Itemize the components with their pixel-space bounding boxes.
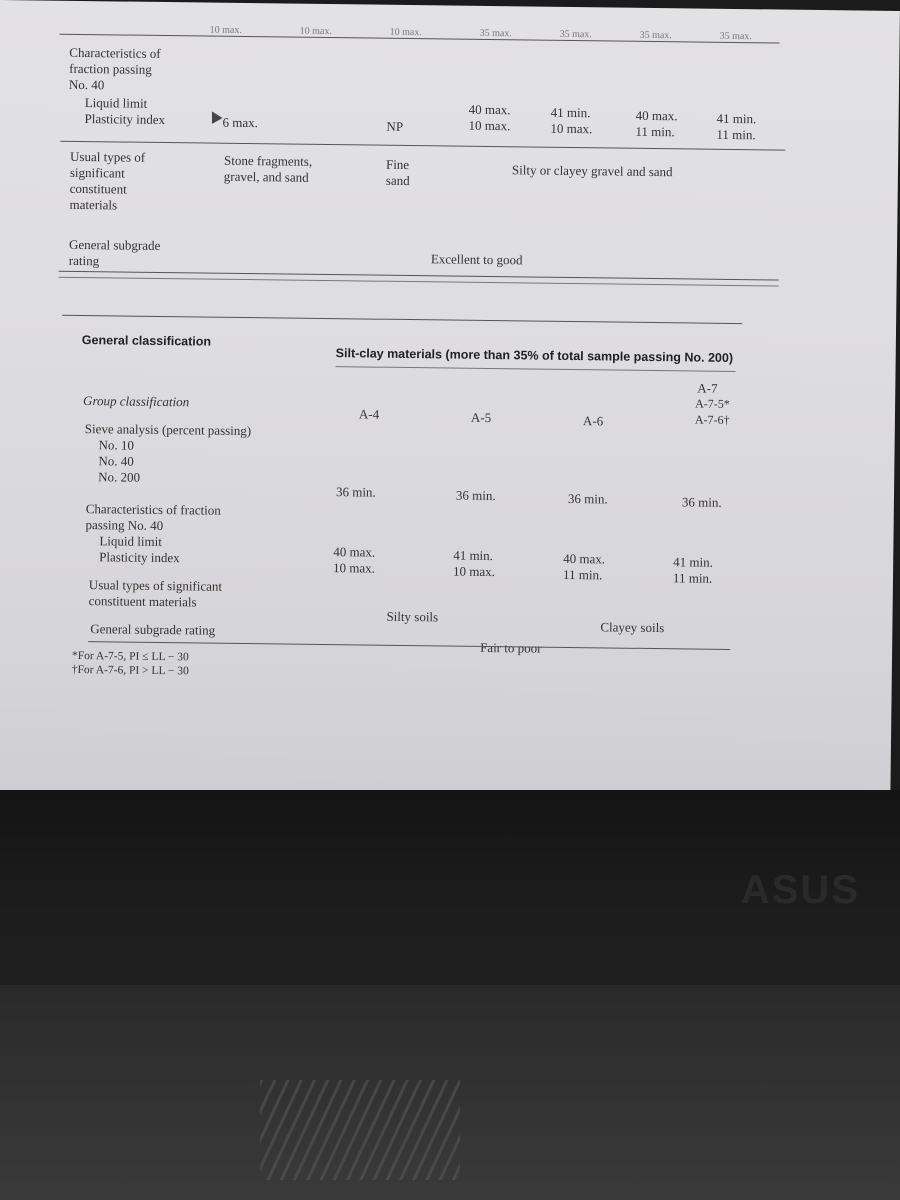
group-a7: A-7 xyxy=(697,380,718,396)
usual-types-label: Usual types of significant xyxy=(88,577,223,594)
header-cut-cell: 10 max. xyxy=(209,24,242,36)
footnote: †For A-7-6, PI > LL − 30 xyxy=(71,663,189,678)
pi-value: 11 min. xyxy=(672,570,713,586)
table-rule xyxy=(62,315,742,324)
group-a6: A-6 xyxy=(582,413,604,429)
pi-value: NP xyxy=(386,118,404,134)
rating-label: rating xyxy=(68,252,100,269)
ll-value: 40 max. xyxy=(563,550,606,567)
header-cut-cell: 10 max. xyxy=(299,25,332,38)
rating-label: General subgrade rating xyxy=(90,621,216,638)
ll-value: 40 max. xyxy=(635,107,678,124)
plasticity-index-label: Plasticity index xyxy=(84,111,166,128)
char-label: passing No. 40 xyxy=(85,517,164,534)
table-rule xyxy=(336,366,736,372)
footnote: *For A-7-5, PI ≤ LL − 30 xyxy=(71,649,189,664)
pi-value: 11 min. xyxy=(716,126,756,143)
pi-value: 11 min. xyxy=(562,566,603,583)
reflection-stripes xyxy=(260,1080,460,1180)
group-a5: A-5 xyxy=(470,409,492,426)
usual-types-label: constituent materials xyxy=(88,593,197,610)
header-cut-cell: 35 max. xyxy=(559,28,592,41)
char-label: Characteristics of xyxy=(69,44,161,61)
ll-value: 41 min. xyxy=(453,547,494,564)
pi-value: 10 max. xyxy=(332,560,376,576)
no200-value: 36 min. xyxy=(455,487,496,504)
table-rule xyxy=(60,141,785,151)
general-classification-label: General classification xyxy=(81,333,212,349)
sieve-no40: No. 40 xyxy=(98,453,134,469)
header-cut-cell: 35 max. xyxy=(479,27,512,40)
materials-a2: Silty or clayey gravel and sand xyxy=(511,162,673,180)
group-classification-label: Group classification xyxy=(83,393,190,410)
no200-value: 36 min. xyxy=(335,484,376,500)
plasticity-index-label: Plasticity index xyxy=(99,549,180,566)
header-cut-cell: 35 max. xyxy=(719,30,752,43)
group-a4: A-4 xyxy=(358,406,380,422)
group-a7-6: A-7-6† xyxy=(694,412,730,427)
no200-value: 36 min. xyxy=(567,490,608,507)
materials-a3: sand xyxy=(385,172,410,189)
silt-clay-heading: Silt-clay materials (more than 35% of total sample passing No. 200) xyxy=(335,346,734,365)
usual-types-label: Usual types of xyxy=(70,148,146,165)
pi-value: 11 min. xyxy=(635,123,675,140)
char-label: No. 40 xyxy=(68,76,105,93)
silty-soils: Silty soils xyxy=(386,608,439,625)
char-label: Characteristics of fraction xyxy=(85,501,221,518)
laptop-logo: ASUS xyxy=(740,868,860,912)
ll-value: 40 max. xyxy=(333,544,376,560)
sieve-no200: No. 200 xyxy=(98,469,141,485)
mouse-cursor-icon xyxy=(207,108,223,123)
header-cut-cell: 10 max. xyxy=(389,26,422,39)
pi-value: 6 max. xyxy=(222,114,259,131)
rating-label: General subgrade xyxy=(68,236,161,253)
header-cut-cell: 35 max. xyxy=(639,29,672,42)
rating-value: Fair to poor xyxy=(480,639,542,656)
usual-types-label: materials xyxy=(69,196,118,213)
ll-value: 41 min. xyxy=(716,110,757,127)
liquid-limit-label: Liquid limit xyxy=(84,95,148,111)
no200-value: 36 min. xyxy=(681,494,722,510)
materials-a3: Fine xyxy=(385,156,410,173)
usual-types-label: significant xyxy=(69,164,125,181)
char-label: fraction passing xyxy=(69,60,152,77)
pi-value: 10 max. xyxy=(550,120,593,137)
table-rule xyxy=(88,641,730,650)
ll-value: 41 min. xyxy=(550,104,591,121)
ll-value: 41 min. xyxy=(673,554,714,570)
pi-value: 10 max. xyxy=(452,563,496,580)
liquid-limit-label: Liquid limit xyxy=(99,533,162,550)
sieve-no10: No. 10 xyxy=(98,437,135,453)
pi-value: 10 max. xyxy=(468,117,511,134)
sieve-analysis-label: Sieve analysis (percent passing) xyxy=(84,421,252,439)
usual-types-label: constituent xyxy=(69,180,127,197)
materials-a1: gravel, and sand xyxy=(223,168,309,185)
ll-value: 40 max. xyxy=(468,101,511,118)
rating-value: Excellent to good xyxy=(430,251,523,268)
group-a7-5: A-7-5* xyxy=(695,396,730,411)
materials-a1: Stone fragments, xyxy=(223,152,313,169)
clayey-soils: Clayey soils xyxy=(600,619,665,636)
